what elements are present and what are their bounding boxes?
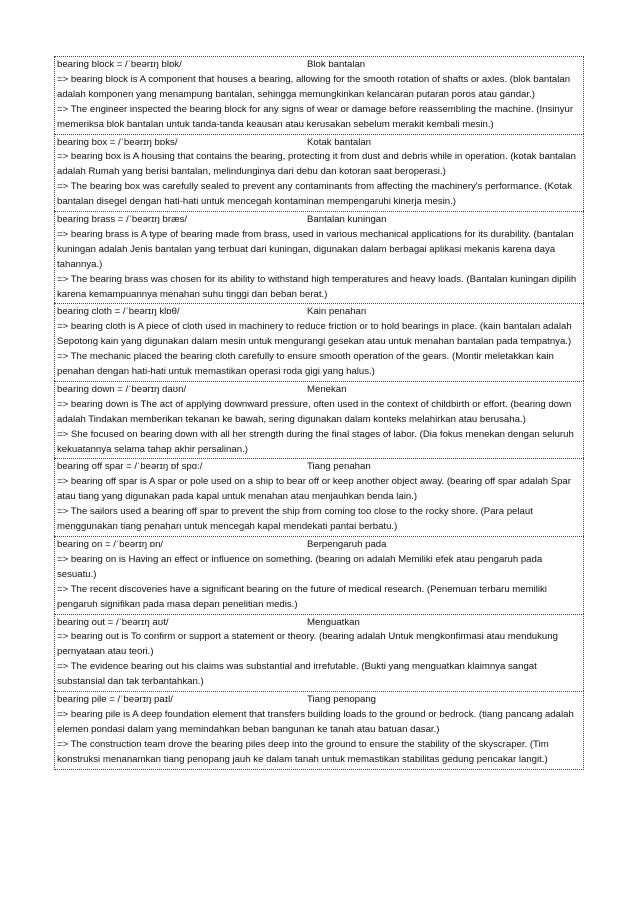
entry-definition: => bearing block is A component that houses a bearing, allowing for the smooth rotation of shafts or axles. (blok bantalan adalah komponen yang menampung bantalan, sehingga memungkinkan kelancaran putaran poros atau gandar.) — [57, 73, 571, 100]
entry-heading — [57, 693, 581, 708]
entry-example: => The sailors used a bearing off spar to prevent the ship from coming too close to the rocky shore. (Para pelaut menggunakan tiang penahan untuk mencegah kapal mendekati pantai berbatu.) — [57, 506, 533, 533]
entry-term: bearing on = /ˈbeərɪŋ ɒn/ — [57, 539, 164, 550]
entry-translation: Berpengaruh pada — [307, 539, 387, 550]
entry-translation: Bantalan kuningan — [307, 214, 387, 226]
dictionary-entry — [54, 536, 584, 614]
entry-definition: => bearing on is Having an effect or influence on something. (bearing on adalah Memiliki efek atau pengaruh pada sesuatu.) — [57, 553, 543, 580]
entry-translation: Kotak bantalan — [307, 136, 372, 148]
entry-translation: Tiang penopang — [307, 694, 376, 706]
dictionary-entry — [54, 691, 584, 770]
entry-term: bearing block = /ˈbeərɪŋ blɒk/ — [57, 59, 182, 70]
entry-example: => She focused on bearing down with all her strength during the final stages of labor. (Dia fokus menekan dengan seluruh kekuatannya selama tahap akhir persalinan.) — [57, 428, 574, 455]
dictionary-entry — [54, 614, 584, 692]
entry-example: => The recent discoveries have a significant bearing on the future of medical research. (Penemuan terbaru memiliki pengaruh signifikan pada masa depan penelitian medis.) — [57, 583, 547, 610]
dictionary-entry — [54, 211, 584, 303]
entry-term: bearing cloth = /ˈbeərɪŋ klɒθ/ — [57, 306, 180, 318]
entry-definition: => bearing pile is A deep foundation element that transfers building loads to the ground or bedrock. (tiang pancang adalah elemen pondasi dalam yang memindahkan beban bangunan ke tanah atau batuan dasar.) — [57, 708, 574, 735]
entry-example: => The bearing box was carefully sealed to prevent any contaminants from affecting the machinery's performance. (Kotak bantalan disegel dengan hati-hati untuk mencegah kontaminan mempengaruhi kinerja mesin.) — [57, 181, 573, 208]
entry-translation: Menekan — [307, 383, 347, 395]
dictionary-entry — [54, 458, 584, 536]
entry-translation: Blok bantalan — [307, 59, 366, 70]
entry-term: bearing out = /ˈbeərɪŋ aʊt/ — [57, 616, 169, 628]
entry-term: bearing down = /ˈbeərɪŋ daʊn/ — [57, 383, 187, 395]
entry-example: => The mechanic placed the bearing cloth carefully to ensure smooth operation of the gears. (Montir meletakkan kain penahan dengan hati-hati untuk memastikan operasi roda gigi yang halus.) — [57, 351, 554, 378]
entry-example: => The bearing brass was chosen for its ability to withstand high temperatures and heavy loads. (Bantalan kuningan dipilih karena kemampuannya menahan suhu tinggi dan beban berat.) — [57, 273, 577, 300]
dictionary-entry — [54, 381, 584, 459]
entry-translation: Kain penahan — [307, 306, 367, 318]
entry-heading — [57, 305, 581, 320]
entry-heading — [57, 213, 581, 228]
dictionary-entry — [54, 303, 584, 381]
entry-term: bearing pile = /ˈbeərɪŋ paɪl/ — [57, 694, 173, 706]
entry-definition: => bearing down is The act of applying downward pressure, often used in the context of childbirth or effort. (bearing down adalah Tindakan memberikan tekanan ke bawah, sering digunakan dalam konteks melahirkan atau berusaha.) — [57, 398, 572, 425]
dictionary-entry — [54, 56, 584, 134]
entry-translation: Tiang penahan — [307, 461, 371, 473]
entry-heading — [57, 538, 581, 553]
entry-definition: => bearing box is A housing that contains the bearing, protecting it from dust and debris while in operation. (kotak bantalan adalah Rumah yang berisi bantalan, melindunginya dari debu dan kotoran saat beroperasi.) — [57, 151, 576, 178]
entry-definition: => bearing cloth is A piece of cloth used in machinery to reduce friction or to hold bearings in place. (kain bantalan adalah Sepotong kain yang digunakan dalam mesin untuk mengurangi gesekan atau untuk menahan bantalan pada tempatnya.) — [57, 321, 572, 348]
entry-heading — [57, 616, 581, 631]
entry-example: => The evidence bearing out his claims was substantial and irrefutable. (Bukti yang menguatkan klaimnya sangat substansial dan tak terbantahkan.) — [57, 661, 537, 688]
entry-definition: => bearing out is To confirm or support a statement or theory. (bearing adalah Untuk mengkonfirmasi atau mendukung pernyataan atau teori.) — [57, 631, 558, 658]
entry-heading — [57, 383, 581, 398]
entry-term: bearing box = /ˈbeərɪŋ bɒks/ — [57, 136, 178, 148]
entry-heading — [57, 136, 581, 151]
entry-definition: => bearing brass is A type of bearing made from brass, used in various mechanical applications for its durability. (bantalan kuningan adalah Jenis bantalan yang terbuat dari kuningan, digunakan dalam berbagai aplikasi mekanis karena daya tahannya.) — [57, 228, 574, 270]
entry-term: bearing off spar = /ˈbeərɪŋ ɒf spɑː/ — [57, 461, 203, 473]
entry-term: bearing brass = /ˈbeərɪŋ bræs/ — [57, 214, 188, 226]
dictionary-page — [54, 56, 584, 770]
entry-definition: => bearing off spar is A spar or pole used on a ship to bear off or keep another object away. (bearing off spar adalah Spar atau tiang yang digunakan pada kapal untuk menahan atau menjauhkan benda lain.) — [57, 476, 571, 503]
entry-translation: Menguatkan — [307, 616, 360, 628]
entry-heading — [57, 460, 581, 475]
entry-example: => The construction team drove the bearing piles deep into the ground to ensure the stability of the skyscraper. (Tim konstruksi menanamkan tiang penopang jauh ke dalam tanah untuk memastikan stabilitas gedung pencakar langit.) — [57, 738, 549, 765]
dictionary-entry — [54, 134, 584, 212]
entry-example: => The engineer inspected the bearing block for any signs of wear or damage before reassembling the machine. (Insinyur memeriksa blok bantalan untuk tanda-tanda keausan atau kerusakan sebelum merakit kembali mesin.) — [57, 103, 574, 130]
entry-heading — [57, 58, 581, 73]
